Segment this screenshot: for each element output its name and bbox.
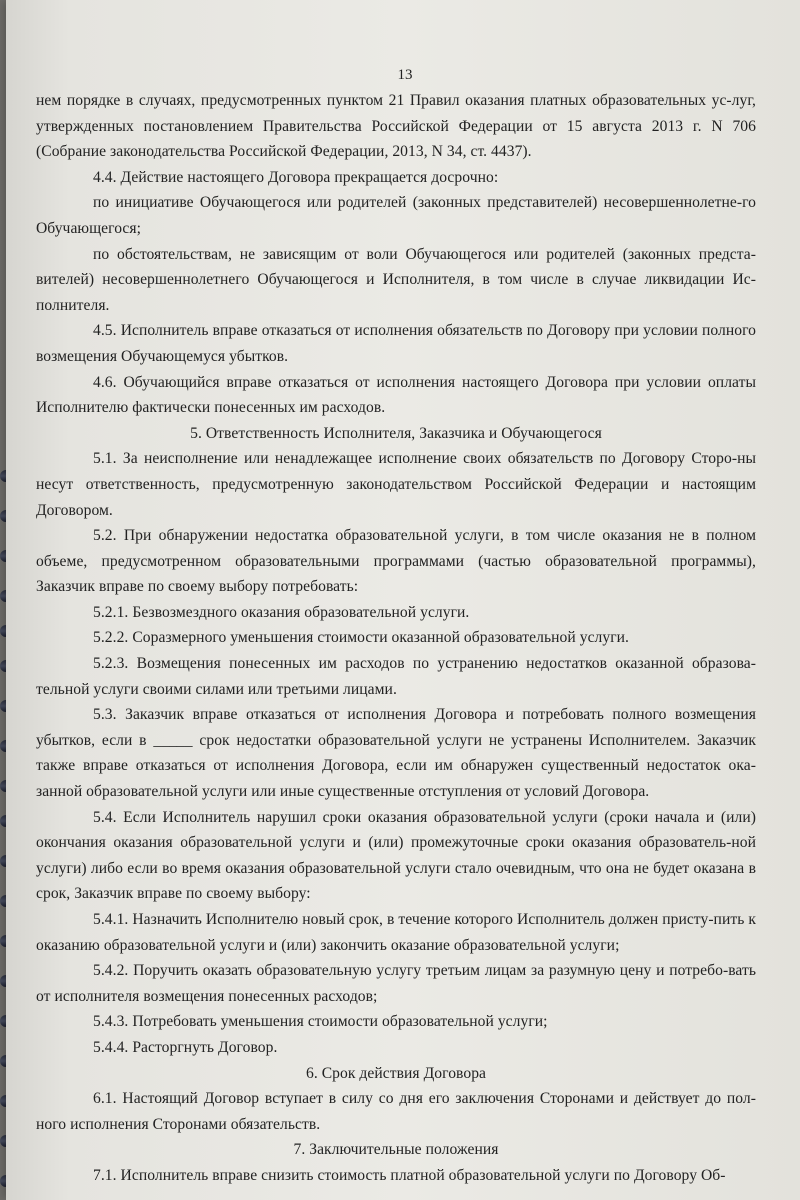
paragraph: 4.6. Обучающийся вправе отказаться от исполнения настоящего Договора при условии оплаты Исполнителю фактически понесенных им расходов. <box>36 373 756 417</box>
paragraph: 7.1. Исполнитель вправе снизить стоимость платной образовательной услуги по Договору Об- <box>93 1166 726 1184</box>
section-heading: 6. Срок действия Договора <box>305 1064 487 1082</box>
paragraph: 5.3. Заказчик вправе отказаться от исполнения Договора и потребовать полного возмещения убытков, если в _____ срок недостатки образовательной услуги не устранены Исполнителем. Заказчик также вправе отказаться от исполнения Договора, если им обнаружен существенный недостаток ока-занной образовательной услуги или иные существенные отступления от условий Договора. <box>36 706 756 801</box>
paragraph: нем порядке в случаях, предусмотренных пунктом 21 Правил оказания платных образовательных ус-луг, утвержденных постановлением Правительства Российской Федерации от 15 августа 2013 г. N 706 (Собрание законодательства Российской Федерации, 2013, N 34, ст. 4437). <box>36 92 756 161</box>
paragraph-list <box>36 88 756 1189</box>
section-heading: 5. Ответственность Исполнителя, Заказчика и Обучающегося <box>190 424 602 442</box>
paragraph: 4.4. Действие настоящего Договора прекращается досрочно: <box>93 168 499 186</box>
page-number: 13 <box>397 67 413 83</box>
paragraph: по инициативе Обучающегося или родителей (законных представителей) несовершеннолетне-го Обучающегося; <box>36 194 756 237</box>
paragraph: 4.5. Исполнитель вправе отказаться от исполнения обязательств по Договору при условии полного возмещения Обучающемуся убытков. <box>36 322 756 365</box>
document-page <box>6 0 800 1200</box>
paragraph: 5.4. Если Исполнитель нарушил сроки оказания образовательной услуги (сроки начала и (или) окончания оказания образовательной услуги и (или) промежуточные сроки оказания образователь-ной услуги) либо если во время оказания образовательной услуги стало очевидным, что она не будет оказана в срок, Заказчик вправе по своему выбору: <box>36 808 756 903</box>
document-content <box>36 62 756 1189</box>
section-heading: 7. Заключительные положения <box>293 1141 499 1159</box>
paragraph: 5.4.1. Назначить Исполнителю новый срок, в течение которого Исполнитель должен присту-пить к оказанию образовательной услуги и (или) закончить оказание образовательной услуги; <box>36 911 756 954</box>
paragraph: 6.1. Настоящий Договор вступает в силу со дня его заключения Сторонами и действует до пол-ного исполнения Сторонами обязательств. <box>36 1090 756 1133</box>
paragraph: 5.2.1. Безвозмездного оказания образовательной услуги. <box>93 603 470 621</box>
paragraph: 5.1. За неисполнение или ненадлежащее исполнение своих обязательств по Договору Сторо-ны несут ответственность, предусмотренную законодательством Российской Федерации и настоящим Договором. <box>36 450 756 519</box>
paragraph: 5.4.4. Расторгнуть Договор. <box>93 1038 278 1056</box>
paragraph: 5.4.3. Потребовать уменьшения стоимости образовательной услуги; <box>93 1013 548 1031</box>
paragraph: 5.2. При обнаружении недостатка образовательной услуги, в том числе оказания не в полном объеме, предусмотренном образовательными программами (частью образовательной программы), Заказчик вправе по своему выбору потребовать: <box>36 527 756 596</box>
paragraph: по обстоятельствам, не зависящим от воли Обучающегося или родителей (законных предста-вителей) несовершеннолетнего Обучающегося и Исполнителя, в том числе в случае ликвидации Ис-полнителя. <box>36 245 756 314</box>
paragraph: 5.2.3. Возмещения понесенных им расходов по устранению недостатков оказанной образова-тельной услуги своими силами или третьими лицами. <box>36 655 756 698</box>
paragraph: 5.4.2. Поручить оказать образовательную услугу третьим лицам за разумную цену и потребо-вать от исполнителя возмещения понесенных расходов; <box>36 962 756 1005</box>
paragraph: 5.2.2. Соразмерного уменьшения стоимости оказанной образовательной услуги. <box>93 629 630 647</box>
